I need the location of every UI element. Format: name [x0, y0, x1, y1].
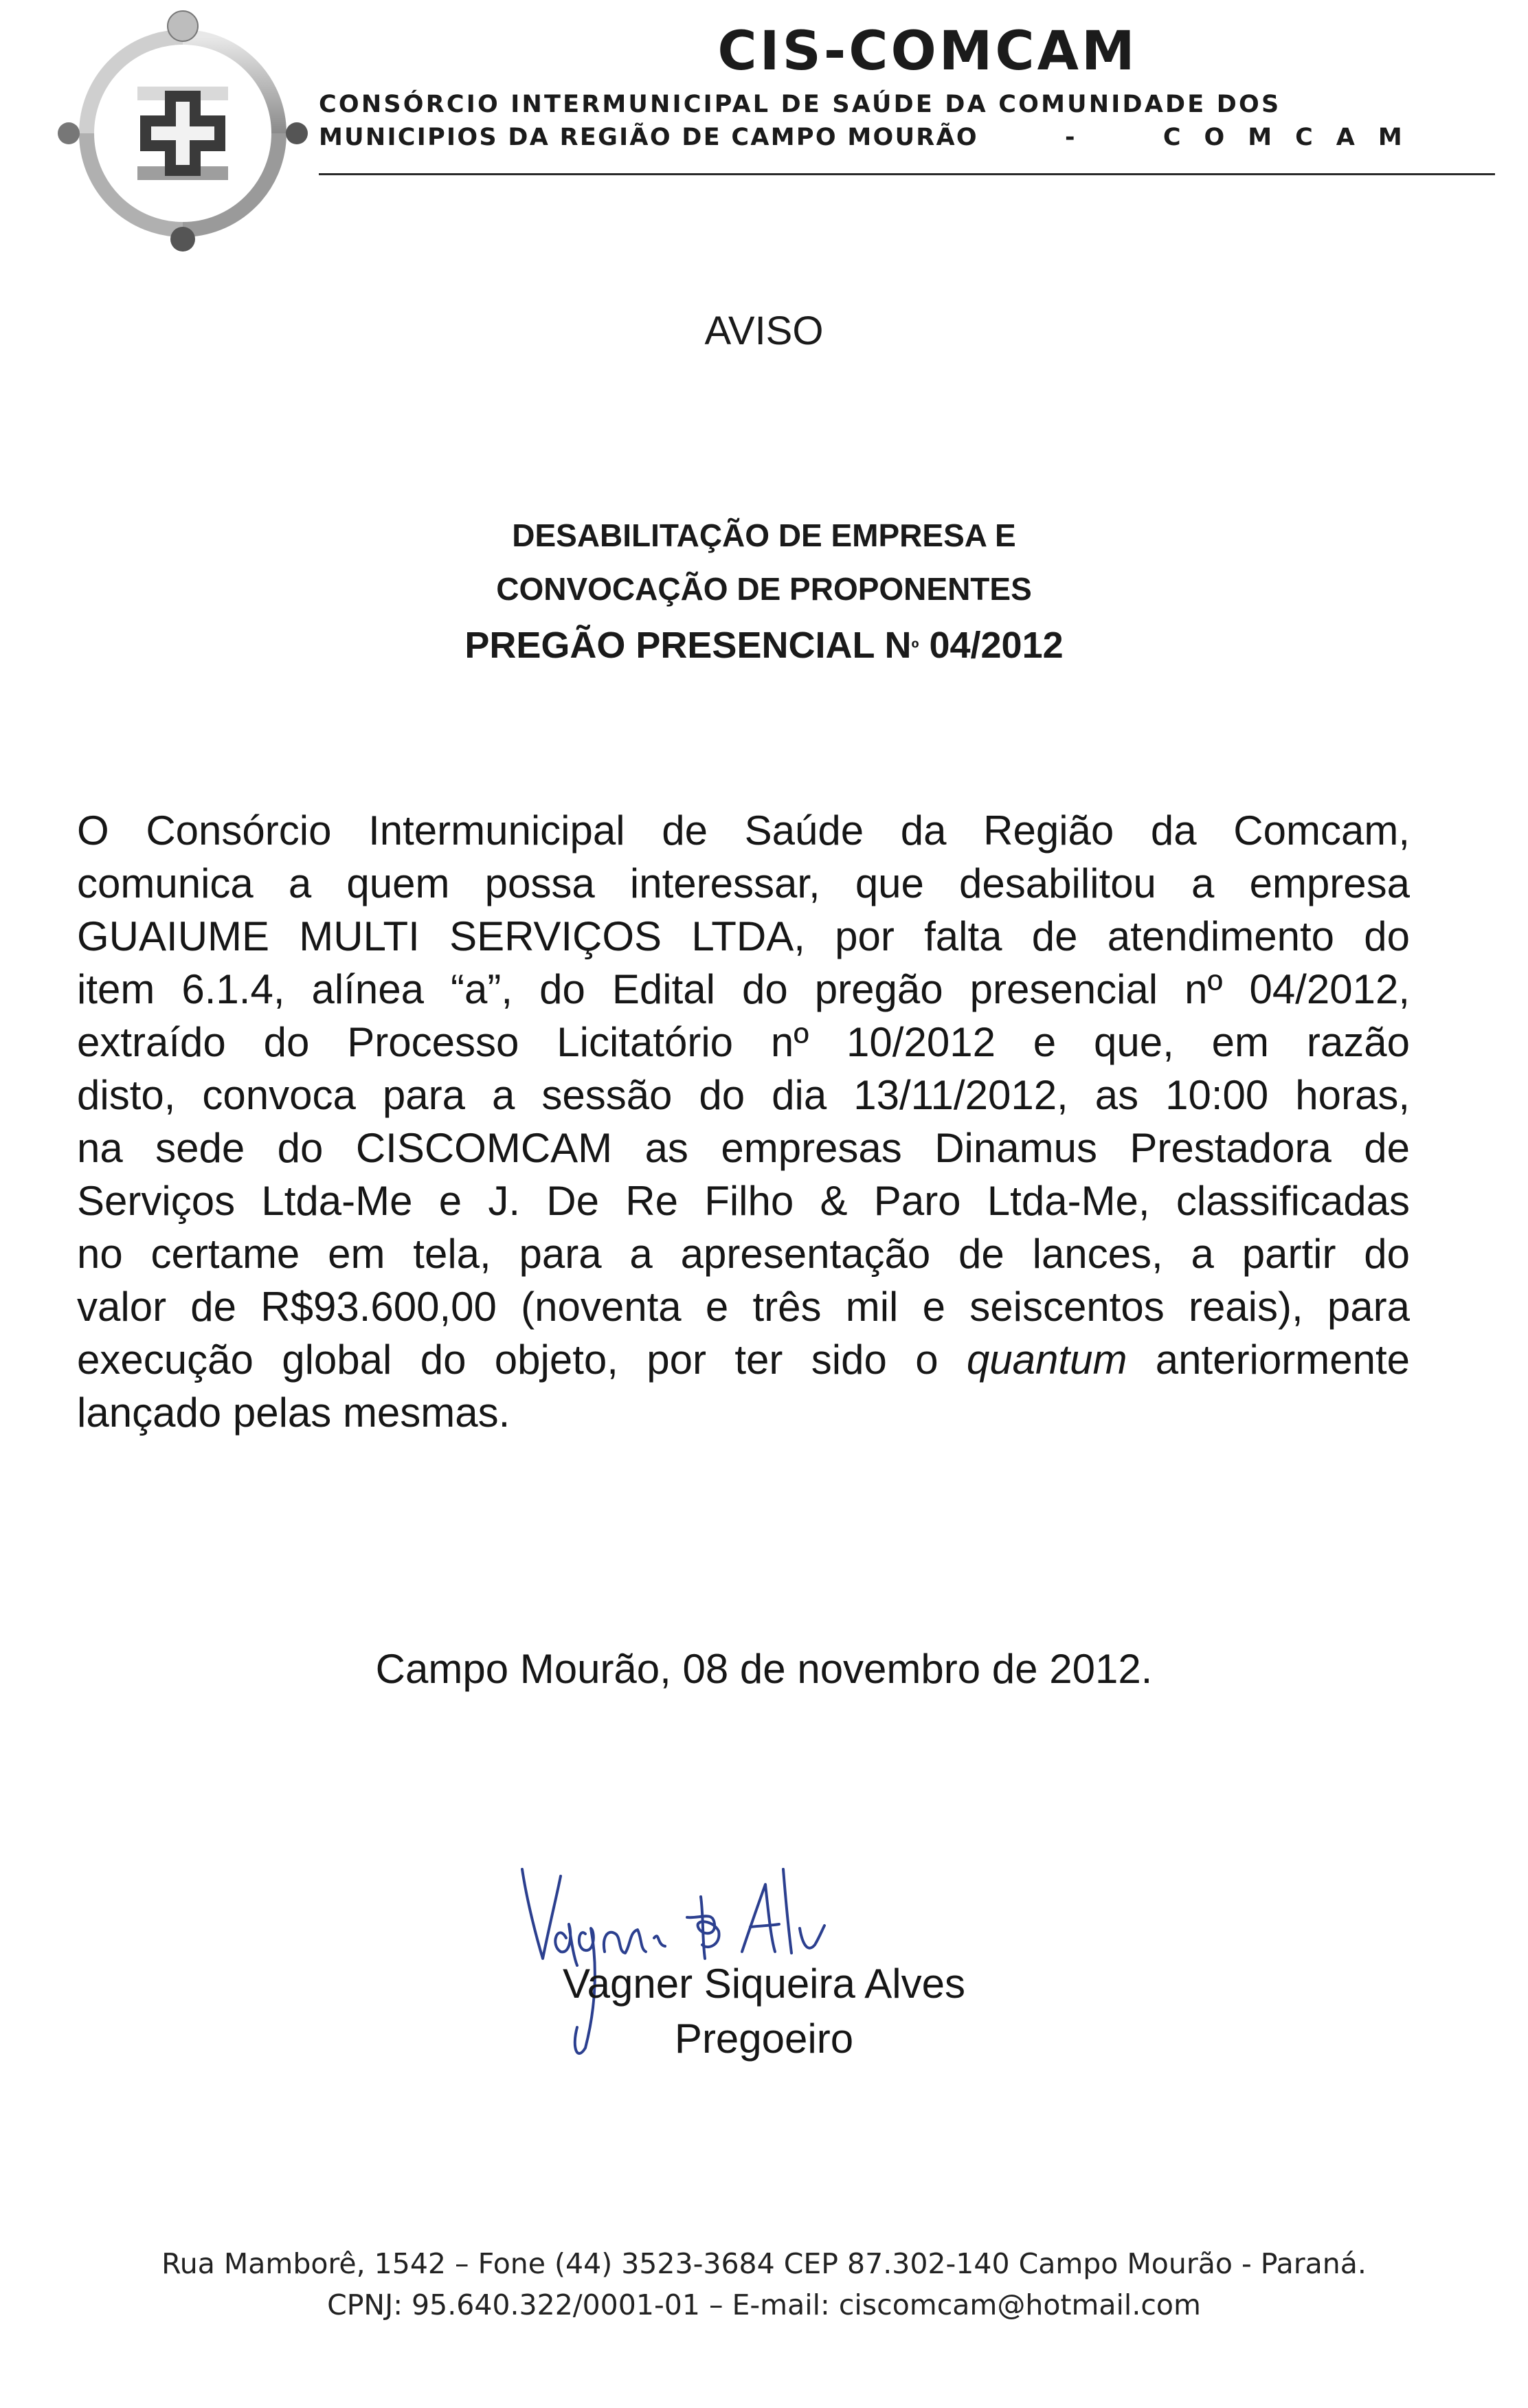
signer-role: Pregoeiro: [674, 2016, 854, 2062]
body-line: GUAIUME MULTI SERVIÇOS LTDA, por falta de atendimento do: [77, 913, 1410, 959]
body-line: [77, 1333, 1410, 1386]
body-line: na sede do CISCOMCAM as empresas Dinamus Prestadora de: [77, 1125, 1410, 1171]
organization-title: CIS-COMCAM: [717, 21, 1138, 82]
body-line-part: execução global do objeto, por ter sido o: [77, 1337, 967, 1383]
pregao-number: 04/2012: [919, 625, 1064, 666]
body-line: comunica a quem possa interessar, que desabilitou a empresa: [77, 860, 1410, 906]
organization-subtitle-main: MUNICIPIOS DA REGIÃO DE CAMPO MOURÃO: [319, 124, 978, 151]
signer-name: Vagner Siqueira Alves: [563, 1961, 965, 2007]
date-line: Campo Mourão, 08 de novembro de 2012.: [375, 1646, 1153, 1692]
document-heading: AVISO: [704, 309, 824, 353]
body-italic-term: quantum: [966, 1337, 1127, 1383]
body-paragraph: [77, 804, 1410, 1439]
health-consortium-logo-icon: [55, 10, 311, 252]
body-line: O Consórcio Intermunicipal de Saúde da Região da Comcam,: [77, 807, 1410, 854]
pregao-title: [0, 624, 1528, 667]
header-divider: [319, 173, 1495, 175]
body-line: no certame em tela, para a apresentação de lances, a partir do: [77, 1231, 1410, 1277]
pregao-degree: º: [911, 637, 919, 660]
body-line: lançado pelas mesmas.: [77, 1390, 510, 1436]
body-line: valor de R$93.600,00 (noventa e três mil e seiscentos reais), para: [77, 1284, 1410, 1330]
body-line: extraído do Processo Licitatório nº 10/2012 e que, em razão: [77, 1019, 1410, 1065]
organization-subtitle-line2: [319, 124, 1494, 151]
body-line: Serviços Ltda-Me e J. De Re Filho & Paro Ltda-Me, classificadas: [77, 1178, 1410, 1224]
organization-subtitle-abbreviation: COMCAM: [1162, 124, 1426, 151]
footer-address: Rua Mamborê, 1542 – Fone (44) 3523-3684 CEP 87.302-140 Campo Mourão - Paraná.: [161, 2247, 1367, 2280]
pregao-prefix: PREGÃO PRESENCIAL N: [464, 625, 912, 666]
footer-contact: CPNJ: 95.640.322/0001-01 – E-mail: ciscomcam@hotmail.com: [327, 2288, 1201, 2321]
organization-subtitle-separator: -: [1065, 124, 1077, 151]
body-line: disto, convoca para a sessão do dia 13/11/2012, as 10:00 horas,: [77, 1072, 1410, 1118]
organization-subtitle-line1: CONSÓRCIO INTERMUNICIPAL DE SAÚDE DA COMUNIDADE DOS: [319, 91, 1281, 118]
body-line: item 6.1.4, alínea “a”, do Edital do pregão presencial nº 04/2012,: [77, 966, 1410, 1012]
subheading-line2: CONVOCAÇÃO DE PROPONENTES: [496, 571, 1032, 607]
body-line-part: anteriormente: [1127, 1337, 1410, 1383]
subheading-line1: DESABILITAÇÃO DE EMPRESA E: [512, 517, 1016, 553]
